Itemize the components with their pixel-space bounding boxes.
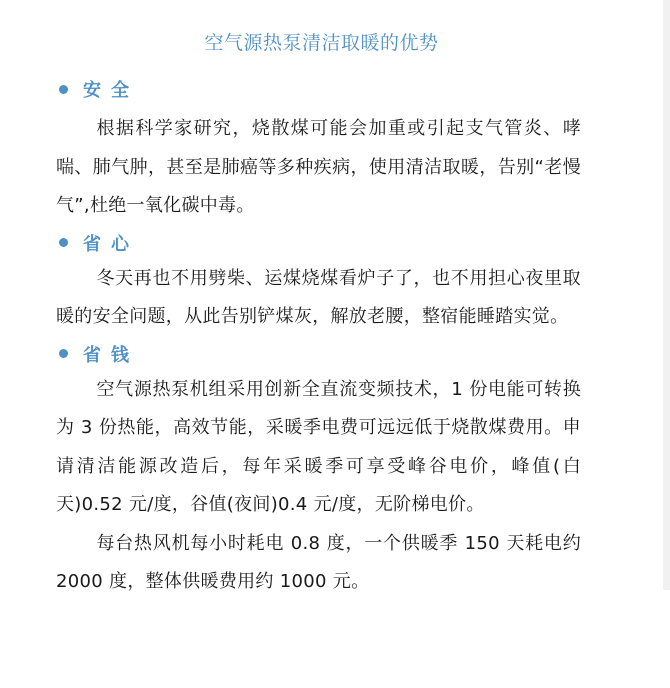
bullet-dot-icon — [59, 85, 68, 94]
document-page — [56, 30, 581, 602]
section-paragraph: 每台热风机每小时耗电 0.8 度，一个供暖季 150 天耗电约 2000 度，整体供暖费用约 1000 元。 — [56, 532, 581, 592]
section-savings — [56, 337, 581, 602]
page-edge-shadow — [663, 0, 670, 590]
section-peace-of-mind — [56, 226, 581, 337]
section-heading-text: 省钱 — [83, 344, 139, 366]
document-title: 空气源热泵清洁取暖的优势 — [204, 32, 439, 54]
section-heading — [56, 337, 581, 371]
section-paragraph: 根据科学家研究，烧散煤可能会加重或引起支气管炎、哮喘、肺气肿，甚至是肺癌等多种疾病，使用清洁取暖，告别“老慢气”,杜绝一氧化碳中毒。 — [56, 118, 581, 216]
bullet-dot-icon — [59, 238, 68, 247]
section-heading-text: 省心 — [83, 233, 139, 255]
section-heading — [56, 226, 581, 260]
section-paragraph: 冬天再也不用劈柴、运煤烧煤看炉子了，也不用担心夜里取暖的安全问题，从此告别铲煤灰，解放老腰，整宿能睡踏实觉。 — [56, 267, 581, 327]
bullet-dot-icon — [59, 349, 68, 358]
section-paragraph: 空气源热泵机组采用创新全直流变频技术，1 份电能可转换为 3 份热能，高效节能，采暖季电费可远远低于烧散煤费用。申请清洁能源改造后，每年采暖季可享受峰谷电价，峰值(白天)0.52 元/度，谷值(夜间)0.4 元/度，无阶梯电价。 — [56, 378, 581, 515]
section-heading — [56, 72, 581, 106]
section-heading-text: 安全 — [83, 80, 139, 101]
section-safety — [56, 72, 581, 226]
